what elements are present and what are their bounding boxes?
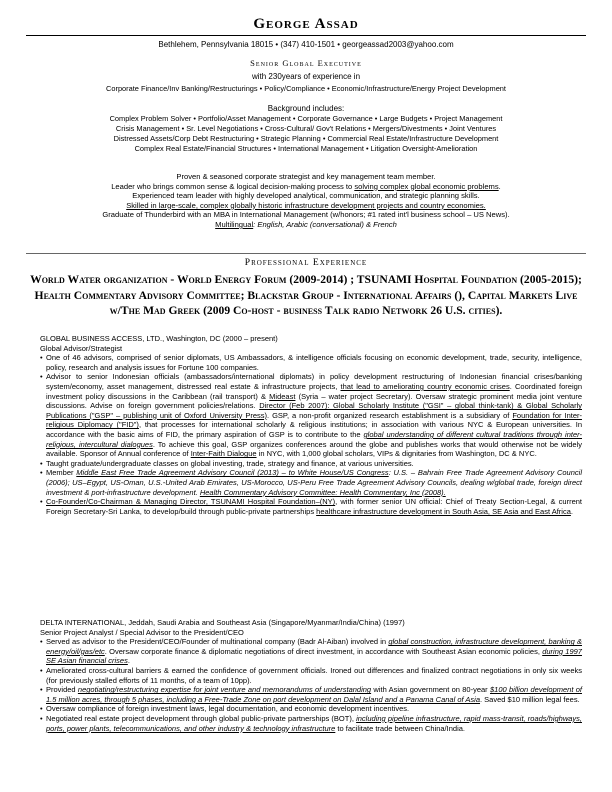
job-bullet: • One of 46 advisors, comprised of senior diplomats, US Ambassadors, & intelligence officials focusing on economic development, trade, security, intelligence, policy, research and analysis issues for Fortune 100 companies.: [40, 353, 582, 372]
section-heading-experience: Professional Experience: [244, 258, 368, 268]
summary-line: Leader who brings common sense & logical decision-making process to solving complex global economic problems.: [111, 181, 501, 191]
job-role: Global Advisor/Strategist: [40, 343, 123, 353]
headline-title: Senior Global Executive: [250, 58, 362, 68]
summary-line: Experienced team leader with highly developed analytical, communication, and strategic planning skills.: [132, 191, 480, 201]
languages-line: Multilingual: English, Arabic (conversational) & French: [215, 219, 397, 229]
summary-block: [0, 172, 612, 230]
summary-highlight: solving complex global economic problems: [354, 181, 499, 191]
background-line: Crisis Management • Sr. Level Negotiations • Cross-Cultural/ Gov't Relations • Mergers/Divestments • Joint Ventures: [115, 123, 497, 133]
summary-line: Proven & seasoned corporate strategist and key management team member.: [176, 172, 436, 181]
job-entry: [40, 618, 582, 733]
job-bullet: • Provided negotiating/restructuring expertise for joint venture and memorandums of understanding with Asian government on 80-year $100 billion development of 1.5 million acres, through 5 phases, including a Free-Trade Zone on port development on Dalal Island and a Panama Canal of Asia. Saved $10 million legal fees.: [40, 685, 582, 704]
job-bullet: • Served as advisor to the President/CEO/Founder of multinational company (Badr Al-Aiban) involved in global construction, infrastructure development, banking & energy/oil/gas/etc. Oversaw corporate finance & diplomatic negotiations of direct investment, in accordance with Southeast Asian economic policies, during 1997 SE Asian financial crises.: [40, 637, 582, 666]
affiliations: World Water organization - World Energy Forum (2009-2014) ; TSUNAMI Hospital Foundation (2005-2015); Health Commentary Advisory Committee; Blackstar Group - International Affairs (), Capital Markets Live w/The Mad Greek (2009 Co-host - business Talk radio Network 26 U.S. cities).: [30, 273, 582, 317]
background-line: Complex Real Estate/Financial Structures • International Management • Litigation Oversight-Amelioration: [134, 143, 478, 153]
section-divider: [26, 253, 586, 254]
candidate-name: George Assad: [253, 16, 359, 32]
background-line: Complex Problem Solver • Portfolio/Asset Management • Corporate Governance • Large Budgets • Project Management: [109, 114, 503, 123]
job-bullet: • Member Middle East Free Trade Agreement Advisory Council (2013) – to White House/US Congress: U.S. – Bahrain Free Trade Agreement Advisory Council (2006); US–Egypt, US-Oman, U.S.-United Arab Emirates, US-Morocco, US-Peru Free Trade Agreement Advisory Councils, dealing w/global trade, foreign direct investment & port-infrastructure development. Health Commentary Advisory Committee: Health Commentary, Inc (2008).: [40, 468, 582, 497]
job-bullet: • Oversaw compliance of foreign investment laws, legal documentation, and economic development incentives.: [40, 704, 582, 714]
job-bullet: • Taught graduate/undergraduate classes on global investing, trade, strategy and finance, at various universities.: [40, 459, 582, 469]
background-line: Distressed Assets/Corp Debt Restructuring • Strategic Planning • Commercial Real Estate/Infrastructure Development: [113, 133, 499, 143]
job-bullet: • Negotiated real estate project development through global public-private partnerships (BOT), including pipeline infrastructure, rapid mass-transit, roads/highways, ports, power plants, telecommunications, and other industry & technology infrastructure to facilitate trade between China/India.: [40, 714, 582, 733]
summary-line: Skilled in large-scale, complex globally historic infrastructure development projects and country economies.: [126, 200, 486, 210]
job-bullet: • Co-Founder/Co-Chairman & Managing Director, TSUNAMI Hospital Foundation–(NY), with former senior UN official: Chief of Treaty Section-Legal, & current Foreign Secretary-Sri Lanka, to develop/build through public-private partnerships healthcare infrastructure development in South Asia, SE Asia and East Africa.: [40, 497, 582, 516]
job-entry: [40, 334, 582, 516]
job-role: Senior Project Analyst / Special Advisor to the President/CEO: [40, 627, 244, 637]
header-divider: [26, 35, 586, 36]
background-heading: Background includes:: [267, 104, 345, 113]
experience-years: with 230years of experience in: [251, 72, 361, 81]
summary-line: Graduate of Thunderbird with an MBA in International Management (w/honors; #1 rated int'l business school – US News).: [102, 210, 510, 220]
job-bullet: • Advisor to senior Indonesian officials (ambassadors/international diplomats) in policy development restructuring of Indonesian financial crises/banking system/economy, asset management, distressed real estate & infrastructure projects, that lead to ameliorating country economic crises. Coordinated foreign investment policy discussions in the Caribbean (rail transport) & Mideast (Syria – water project Secretary). Oversaw strategic prominent media joint venture discussions. Advise on foreign government policies/relations. Director (Feb 2007): Global Scholarly Institute ("GSI" – global think-tank) & Global Scholarly Publications ("GSP" – publishing unit of Oxford University Press). GSP, a non-profit organized research establishment is a subsidiary of Foundation for Inter-religious Diplomacy ("FID"), that processes for international scholarly & religious institutions; in association with various NYC & European universities. In accordance with the basic aims of FID, the primary aspiration of GSP is to contribute to the global understanding of different cultural traditions through inter-religious, intercultural dialogues. To achieve this goal, GSP organizes conferences around the globe and publishes works that would otherwise not be widely available. Sponsor of Annual conference of Inter-Faith Dialogue in NYC, with 1,000 global scholars, VIPs & dignitaries from Washington, DC & NYC.: [40, 372, 582, 458]
job-org: GLOBAL BUSINESS ACCESS, LTD., Washington, DC (2000 – present): [40, 334, 278, 343]
contact-line: Bethlehem, Pennsylvania 18015 • (347) 410-1501 • georgeassad2003@yahoo.com: [158, 40, 454, 49]
job-bullet: • Ameliorated cross-cultural barriers & earned the confidence of government officials. Ironed out differences and finalized contract negotiations in only six weeks (for previously stalled efforts of 11 months, of a team of 10pp).: [40, 666, 582, 685]
background-list: [0, 114, 612, 154]
job-org: DELTA INTERNATIONAL, Jeddah, Saudi Arabia and Southeast Asia (Singapore/Myanmar/India/China) (1997): [40, 618, 405, 627]
expertise-fields: Corporate Finance/Inv Banking/Restructurings • Policy/Compliance • Economic/Infrastructure/Energy Project Development: [106, 84, 506, 93]
